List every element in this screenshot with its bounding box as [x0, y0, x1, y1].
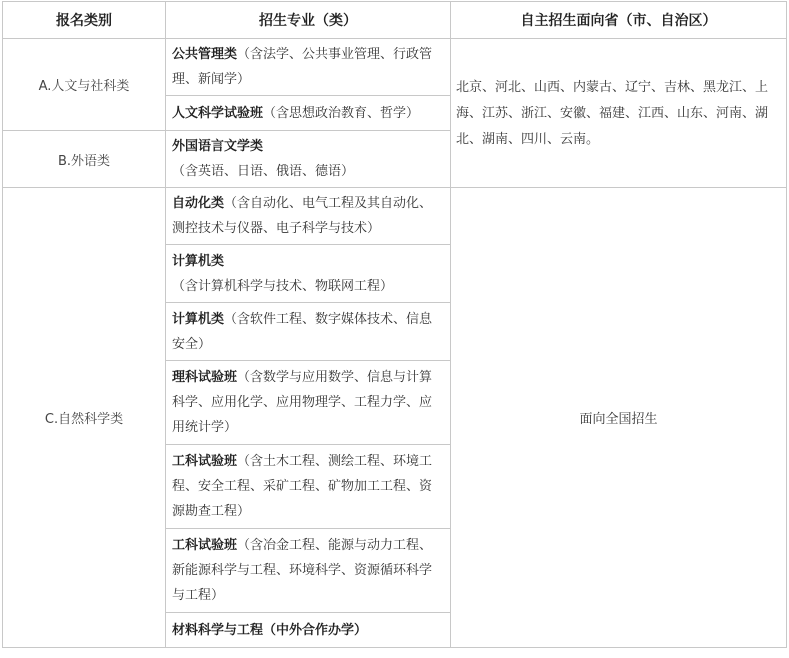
major-name: 工科试验班 [172, 454, 238, 469]
category-a: A.人文与社科类 [3, 39, 166, 131]
header-major: 招生专业（类） [166, 2, 451, 39]
major-cell [166, 303, 451, 361]
major-cell [166, 361, 451, 445]
category-b: B.外语类 [3, 131, 166, 188]
major-detail: （含思想政治教育、哲学） [263, 105, 420, 121]
major-name: 人文科学试验班 [172, 105, 264, 121]
header-row [3, 2, 787, 39]
table-row [3, 188, 787, 245]
major-cell [166, 39, 451, 96]
admission-table [2, 1, 787, 648]
major-detail: （含英语、日语、俄语、德语） [172, 164, 355, 179]
major-name: 理科试验班 [172, 370, 238, 385]
major-detail: （含土木工程、测绘工程、环境工程、安全工程、采矿工程、矿物加工工程、资源勘查工程） [172, 454, 433, 519]
major-cell [166, 245, 451, 303]
major-name: 计算机类 [172, 311, 225, 327]
major-name: 外国语言文学类 [172, 139, 264, 154]
provinces-list: 北京、河北、山西、内蒙古、辽宁、吉林、黑龙江、上海、江苏、浙江、安徽、福建、江西、山东、河南、湖北、湖南、四川、云南。 [451, 39, 787, 188]
major-name: 工科试验班 [172, 538, 238, 553]
major-name: 计算机类 [172, 253, 225, 269]
major-cell [166, 613, 451, 648]
major-detail: （含数学与应用数学、信息与计算科学、应用化学、应用物理学、工程力学、应用统计学） [172, 370, 433, 435]
major-cell [166, 529, 451, 613]
major-detail: （含冶金工程、能源与动力工程、新能源科学与工程、环境科学、资源循环科学与工程） [172, 538, 433, 603]
category-c: C.自然科学类 [3, 188, 166, 648]
major-detail: （含软件工程、数字媒体技术、信息安全） [172, 311, 433, 352]
major-detail: （含法学、公共事业管理、行政管理、新闻学） [172, 47, 433, 87]
table-row [3, 39, 787, 96]
major-name: 自动化类 [172, 196, 225, 211]
major-cell [166, 445, 451, 529]
major-name: 公共管理类 [172, 47, 238, 62]
major-cell [166, 96, 451, 131]
major-detail: （含计算机科学与技术、物联网工程） [172, 278, 394, 294]
major-name: 材料科学与工程（中外合作办学） [172, 622, 368, 638]
major-cell [166, 131, 451, 188]
nationwide-label: 面向全国招生 [451, 188, 787, 648]
header-category: 报名类别 [3, 2, 166, 39]
major-cell [166, 188, 451, 245]
major-detail: （含自动化、电气工程及其自动化、测控技术与仪器、电子科学与技术） [172, 196, 433, 236]
header-provinces: 自主招生面向省（市、自治区） [451, 2, 787, 39]
